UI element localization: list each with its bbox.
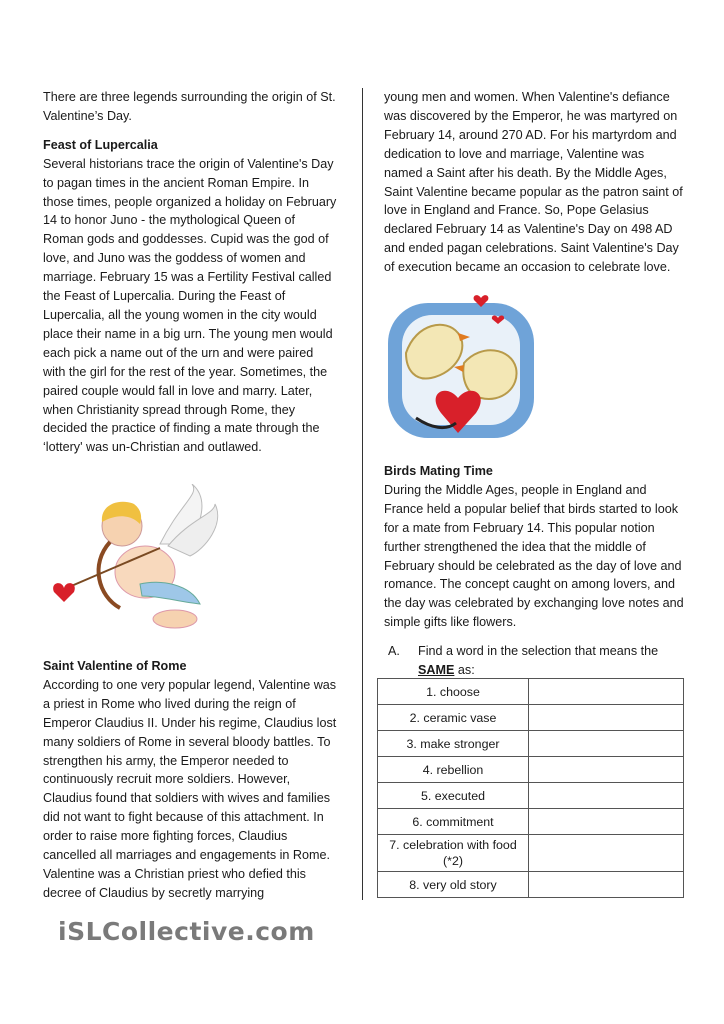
- site-logo: iSLCollective.com: [58, 917, 315, 946]
- table-term: 4. rebellion: [378, 757, 529, 783]
- table-row: [378, 872, 684, 898]
- exercise-instruction: [386, 642, 686, 680]
- answer-cell[interactable]: [529, 835, 684, 872]
- birds-heading: Birds Mating Time: [384, 464, 493, 478]
- answer-cell[interactable]: [529, 705, 684, 731]
- table-row: [378, 731, 684, 757]
- feast-heading: Feast of Lupercalia: [43, 137, 158, 152]
- answer-cell[interactable]: [529, 872, 684, 898]
- cupid-illustration: [50, 484, 230, 640]
- answer-cell[interactable]: [529, 757, 684, 783]
- answer-cell[interactable]: [529, 679, 684, 705]
- column-divider: [362, 88, 363, 900]
- left-column: [43, 88, 339, 457]
- answer-cell[interactable]: [529, 809, 684, 835]
- answer-cell[interactable]: [529, 783, 684, 809]
- birds-paragraph: During the Middle Ages, people in England and France held a popular belief that birds started to look for a mate from February 14. This popular notion further strengthened the idea that the middle of February should be celebrated as the day of love and romance. The concept caught on among lovers, and the day was celebrated by exchanging love notes and simple gifts like flowers.: [384, 482, 684, 630]
- table-term: 8. very old story: [378, 872, 529, 898]
- table-row: [378, 809, 684, 835]
- as-text: as:: [454, 662, 475, 677]
- table-term: 5. executed: [378, 783, 529, 809]
- table-term: 7. celebration with food (*2): [378, 835, 529, 872]
- feast-paragraph: Several historians trace the origin of Valentine's Day to pagan times in the ancient Roman Empire. In those times, people organized a holiday on February 14 to honor Juno - the mythological Queen of Roman gods and goddesses. Cupid was the god of love, and Juno was the goddess of women and marriage. February 15 was a Fertility Festival called the Feast of Lupercalia. During the Feast of Lupercalia, all the young women in the city would place their name in a big urn. The young men would each pick a name out of the urn and were paired with the girl for the rest of the year. Sometimes, the paired couple would fall in love and marry. Later, when Christianity spread through Rome, they decided the practice of finding a mate through the ‘lottery' was un-Christian and outlawed.: [43, 156, 337, 455]
- saint-section: [43, 657, 339, 903]
- exercise-instruction-text: Find a word in the selection that means the: [418, 644, 659, 658]
- table-row: [378, 835, 684, 872]
- love-birds-illustration: [386, 293, 536, 448]
- table-term: 2. ceramic vase: [378, 705, 529, 731]
- answer-cell[interactable]: [529, 731, 684, 757]
- vocabulary-table: [377, 678, 684, 898]
- same-word: SAME: [418, 662, 455, 677]
- table-row: [378, 757, 684, 783]
- table-row: [378, 783, 684, 809]
- table-term: 3. make stronger: [378, 731, 529, 757]
- birds-section: [384, 462, 684, 632]
- saint-heading: Saint Valentine of Rome: [43, 659, 187, 673]
- table-term: 6. commitment: [378, 809, 529, 835]
- table-row: [378, 705, 684, 731]
- right-column: [384, 88, 684, 277]
- intro-paragraph: There are three legends surrounding the origin of St. Valentine’s Day.: [43, 90, 336, 123]
- saint-paragraph: According to one very popular legend, Valentine was a priest in Rome who lived during the reign of Emperor Claudius II. Under his regime, Claudius lost many soldiers of Rome in several bloody battles. To strengthen his army, the Emperor needed to continuously recruit more soldiers. However, Claudius found that soldiers with wives and families did not want to fight because of this attachment. In order to raise more fighting forces, Claudius cancelled all marriages and engagements in Rome. Valentine was a Christian priest who defied this decree of Claudius by secretly marrying: [43, 677, 337, 900]
- table-term: 1. choose: [378, 679, 529, 705]
- exercise-label: A.: [388, 644, 400, 658]
- continued-paragraph: young men and women. When Valentine's defiance was discovered by the Emperor, he was martyred on February 14, around 270 AD. For his martyrdom and dedication to love and marriage, Valentine was named a Saint after his death. By the Middle Ages, Saint Valentine became popular as the patron saint of love in England and France. So, Pope Gelasius declared February 14 as Valentine's Day on 498 AD and ended pagan celebrations. Saint Valentine's Day of execution became an occasion to celebrate love.: [384, 90, 683, 275]
- table-row: [378, 679, 684, 705]
